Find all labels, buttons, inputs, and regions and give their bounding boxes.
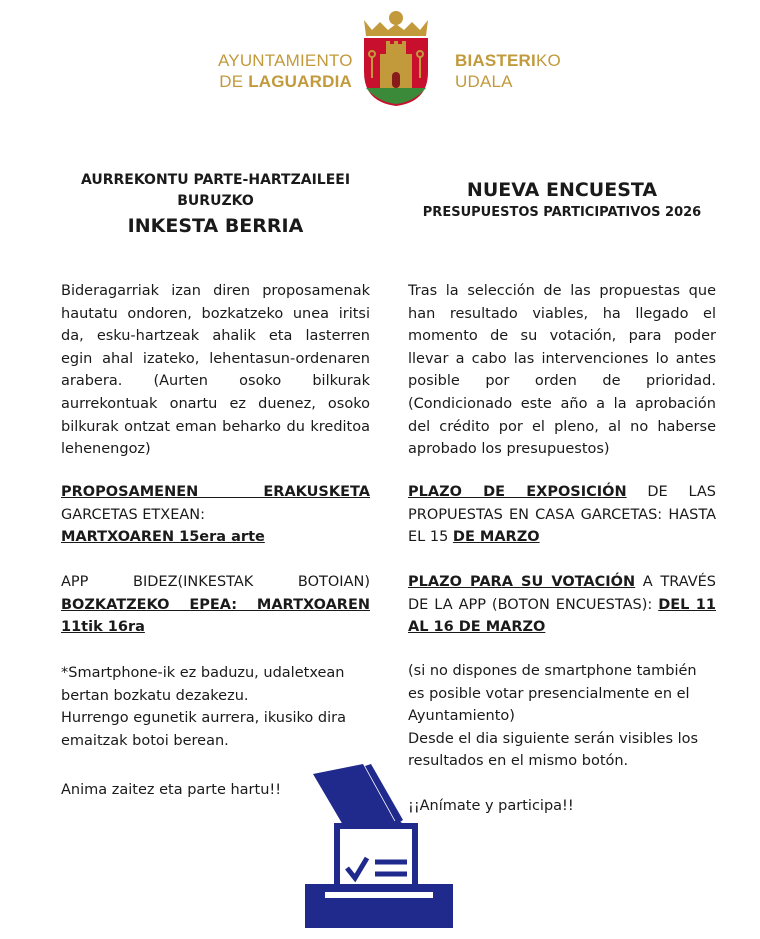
municipality-line1: AYUNTAMIENTO [218,51,353,70]
spanish-smartphone-note: (si no dispones de smartphone también es posible votar presencialmente en el Ayuntamiento) [408,663,697,725]
spanish-title [408,177,716,223]
coat-of-arms-icon [358,10,434,108]
basque-exposure-label: PROPOSAMENEN ERAKUSKETA [61,484,370,500]
basque-vote [61,571,370,639]
basque-exposure-date: MARTXOAREN 15era arte [61,529,265,546]
basque-title-line1: AURREKONTU PARTE-HARTZAILEEI [80,172,351,188]
spanish-exposure-date: DE MARZO [452,529,540,546]
spanish-exposure-rest: DE LAS PROPUESTAS EN CASA GARCETAS: HASTA EL 15 [408,484,716,546]
spanish-vote-date: DEL 11 AL 16 DE MARZO [408,596,716,636]
spanish-exposure-label: PLAZO DE EXPOSICIÓN [408,484,627,500]
ballot-box-icon [303,764,455,930]
basque-exposure-place: GARCETAS ETXEAN: [61,506,206,523]
spanish-notes [408,660,716,773]
municipality-name-spanish [218,50,352,92]
basque-title-main: INKESTA BERRIA [127,215,304,237]
spanish-exposure [408,481,716,549]
basque-intro: Bideragarriak izan diren proposamenak hautatu ondoren, bozkatzeko unea iritsi da, esku-hartzeak ahalik eta lasterren egin ahal izateko, lehentasun-ordenaren arabera. (Aurten osoko bilkurak aurrekontuak onartu ez duenez, osoko bilkurak ontzat eman beharko du kreditoa lehenengoz) [61,283,370,458]
spanish-title-main: NUEVA ENCUESTA [466,179,658,201]
basque-title-line2: BURUZKO [177,193,254,209]
spanish-results-note: Desde el dia siguiente serán visibles los resultados en el mismo botón. [408,730,699,770]
municipality-line2-basque: UDALA [455,72,513,91]
basque-title [61,170,370,239]
spanish-title-sub: PRESUPUESTOS PARTICIPATIVOS 2026 [422,205,702,220]
spanish-vote-label: PLAZO PARA SU VOTACIÓN [408,574,636,590]
spanish-intro: Tras la selección de las propuestas que han resultado viables, ha llegado el momento de su votación, para poder llevar a cabo las intervenciones lo antes posible por orden de prioridad. (Condicionado este año a la aprobación del crédito por el pleno, al no haberse aprobado los presupuestos) [408,283,716,458]
municipality-name-basque [455,50,585,92]
basque-closing: Anima zaitez eta parte hartu!! [61,782,282,798]
municipality-line1-basque: BIASTERIKO [455,51,561,70]
basque-app-text: APP BIDEZ(INKESTAK BOTOIAN) [61,574,370,590]
spanish-vote [408,571,716,639]
spanish-vote-rest: A TRAVÉS DE LA APP (BOTON ENCUESTAS): [408,574,716,613]
header [0,8,760,108]
basque-vote-label: BOZKATZEKO EPEA: MARTXOAREN 11tik 16ra [61,596,370,636]
basque-exposure [61,481,370,549]
basque-notes [61,662,370,752]
spanish-closing: ¡¡Anímate y participa!! [408,798,574,814]
basque-smartphone-note: *Smartphone-ik ez baduzu, udaletxean bertan bozkatu dezakezu. [61,665,345,704]
municipality-line2: DE LAGUARDIA [219,72,352,91]
basque-results-note: Hurrengo egunetik aurrera, ikusiko dira emaitzak botoi berean. [61,710,346,749]
